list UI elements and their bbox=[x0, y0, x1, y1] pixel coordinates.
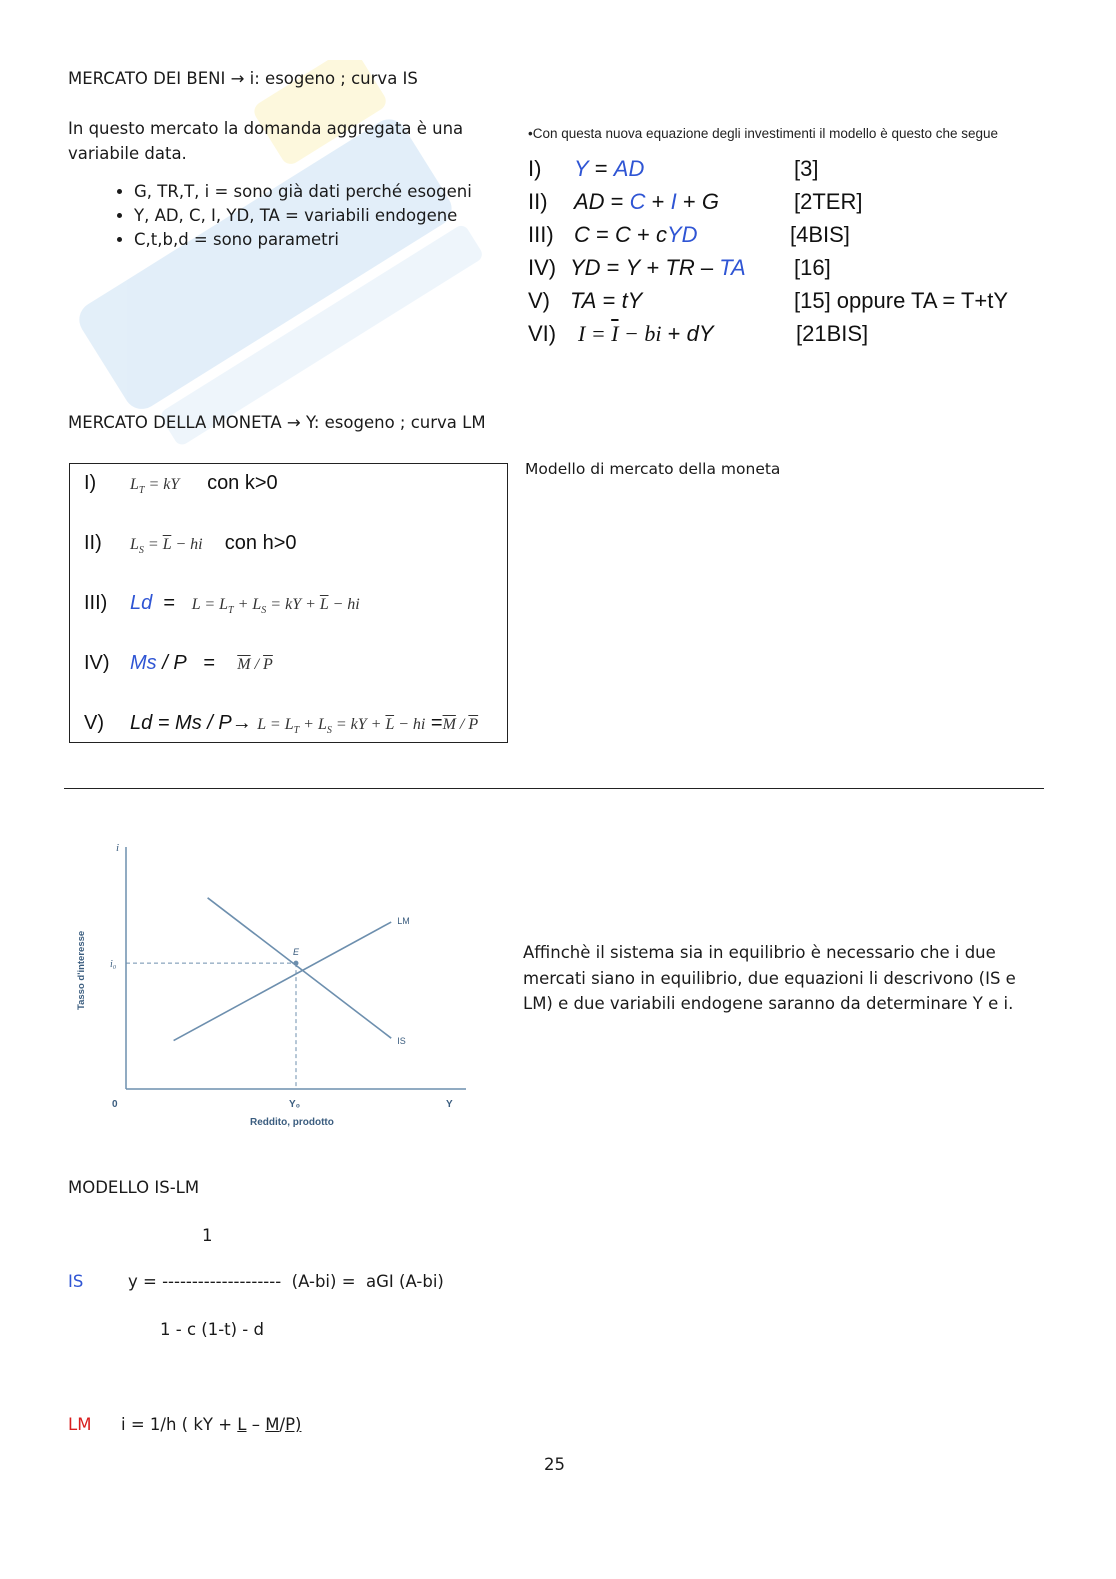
is-numerator: 1 bbox=[202, 1226, 213, 1245]
lm-curve bbox=[174, 922, 392, 1041]
investment-model-equations: I) Y = AD [3] II) AD = C + I + G [2TER] III) C = C + cYD [4BIS] IV) YD = Y + TR – TA [16] V) TA = tY [15] oppure TA = T+tY VI) $I = \overline{I}$ − bi + dY [21BIS] bbox=[528, 156, 1009, 346]
x-axis-label: Reddito, prodotto bbox=[250, 1117, 334, 1128]
y-axis-label: Tasso d'interesse bbox=[76, 930, 87, 1010]
is-label: IS bbox=[68, 1272, 84, 1291]
y-axis-symbol: i bbox=[116, 842, 120, 854]
goods-market-heading: MERCATO DEI BENI → i: esogeno ; curva IS bbox=[68, 69, 418, 88]
page-number: 25 bbox=[544, 1455, 565, 1474]
i0-label: i₀ bbox=[110, 959, 117, 971]
origin-label: 0 bbox=[112, 1099, 118, 1110]
money-market-side-label: Modello di mercato della moneta bbox=[525, 460, 781, 478]
equilibrium-label: E bbox=[293, 947, 300, 958]
money-market-model-box: I) $L_T$ = kY con k>0 II) $L_S = \overline{L}$ − hi con h>0 III) $Ld = L = L_T + L_S$ = kY + $\overline{L}$ − hi IV) Ms / P = $\overline{M} / \overline{P}$ V) $Ld = Ms / P\to L = L_T + L_S$ = kY + $\overline{L}$ − hi $=\overline{M} / \overline{P}$ bbox=[69, 463, 508, 743]
lm-equation: i = 1/h ( kY + L – M/P) bbox=[121, 1415, 302, 1434]
islm-chart bbox=[70, 835, 480, 1135]
is-equation: y = -------------------- (A-bi) = aGI (A-bi) bbox=[128, 1272, 444, 1291]
equilibrium-paragraph: Affinchè il sistema sia in equilibrio è necessario che i due mercati siano in equilibrio, due equazioni li descrivono (IS e LM) e due variabili endogene saranno da determinare Y e i. bbox=[523, 943, 1016, 1013]
is-label: IS bbox=[397, 1036, 406, 1047]
section-divider bbox=[64, 788, 1044, 789]
investment-model-caption: •Con questa nuova equazione degli investimenti il modello è questo che segue bbox=[528, 126, 999, 141]
goods-market-intro: In questo mercato la domanda aggregata è una variabile data. bbox=[68, 119, 464, 163]
equilibrium-point bbox=[294, 961, 299, 966]
is-denominator: 1 - c (1-t) - d bbox=[160, 1320, 264, 1339]
list-item: • C,t,b,d = sono parametri bbox=[134, 229, 554, 250]
is-curve bbox=[208, 898, 392, 1038]
x-axis-symbol: Y bbox=[446, 1099, 453, 1110]
money-market-heading: MERCATO DELLA MONETA → Y: esogeno ; curva LM bbox=[68, 413, 486, 432]
lm-label: LM bbox=[397, 916, 410, 927]
list-item: • G, TR,T, i = sono già dati perché esogeni bbox=[134, 181, 554, 202]
goods-market-bullets bbox=[86, 178, 554, 253]
lm-label: LM bbox=[68, 1415, 92, 1434]
y0-label: Y₀ bbox=[289, 1099, 301, 1110]
list-item: • Y, AD, C, I, YD, TA = variabili endogene bbox=[134, 205, 554, 226]
islm-heading: MODELLO IS-LM bbox=[68, 1178, 200, 1197]
